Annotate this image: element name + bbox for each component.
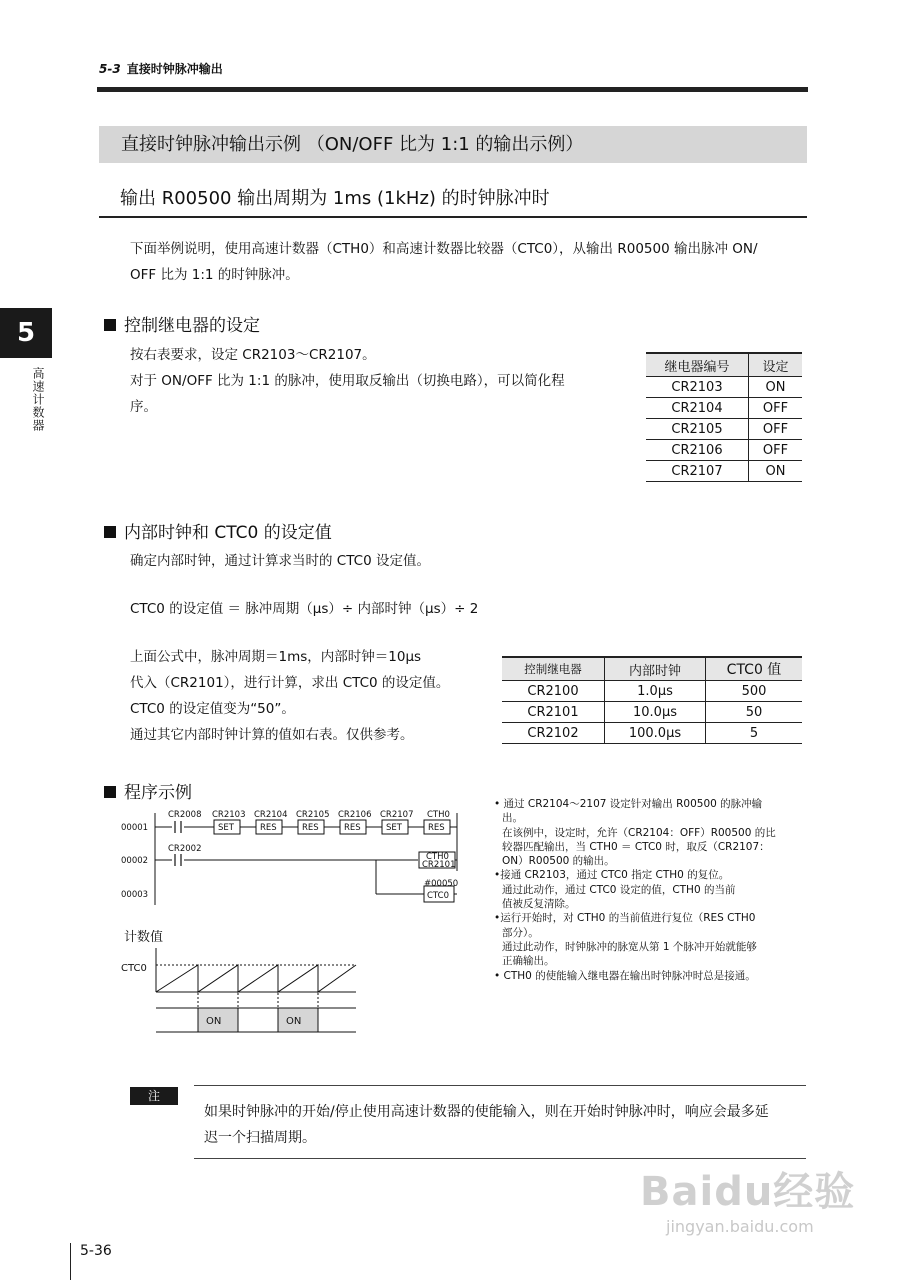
rung-number: 00003: [121, 890, 149, 900]
intro-paragraph: [130, 236, 810, 288]
box-label: CTC0: [427, 891, 449, 901]
watermark-url: jingyan.baidu.com: [666, 1217, 814, 1236]
box-label: CTH0: [426, 852, 449, 862]
level-label: CTC0: [121, 963, 147, 974]
coil-label: CTH0: [427, 810, 450, 820]
table-row: CR2104 OFF: [646, 398, 802, 419]
ladder-diagram: [118, 805, 468, 920]
coil-label: CR2107: [380, 810, 414, 820]
program-notes: • 通过 CR2104～2107 设定针对输出 R00500 的脉冲输 出。 在该例中，设定时，允许（CR2104：OFF）R00500 的比 较器匹配输出，当 CTH0 ＝ CTC0 时，取反（CR2107： ON）R00500 的输出。 •接通 CR2103，通过 CTC0 指定 CTH0 的复位。 通过此动作，通过 CTC0 设定的值，CTH0 的当前 值被反复清除。 •运行开始时，对 CTH0 的当前值进行复位（RES CTH0 部分）。 通过此动作，时钟脉冲的脉宽从第 1 个脉冲开始就能够 正确输出。 • CTH0 的使能输入继电器在输出时钟脉冲时总是接通。: [494, 798, 776, 982]
table-header-row: 控制继电器 内部时钟 CTC0 值: [502, 657, 802, 681]
contact-label: CR2008: [168, 810, 202, 820]
op-label: RES: [302, 823, 319, 833]
section-number: 5-3: [99, 62, 121, 76]
section-header: [99, 60, 223, 77]
relay-settings-table: [646, 352, 802, 482]
chapter-tab[interactable]: 5: [0, 308, 52, 358]
section2-heading: 内部时钟和 CTC0 的设定值: [104, 518, 332, 543]
timing-ylabel: 计数值: [124, 930, 164, 945]
ctc0-values-table: [502, 656, 802, 744]
table-row: CR2103 ON: [646, 377, 802, 398]
section-header-title: 直接时钟脉冲输出: [126, 62, 223, 76]
coil-label: CR2104: [254, 810, 288, 820]
intro-line-2: OFF 比为 1:1 的时钟脉冲。: [130, 267, 299, 283]
coil-label: CR2103: [212, 810, 246, 820]
note-rule: [194, 1158, 806, 1159]
table-row: CR2107 ON: [646, 461, 802, 482]
rung-number: 00001: [121, 823, 149, 833]
page-number: 5-36: [80, 1243, 112, 1259]
section1-heading: 控制继电器的设定: [104, 311, 260, 336]
contact-label: CR2002: [168, 844, 202, 854]
op-label: RES: [428, 823, 445, 833]
op-label: SET: [386, 823, 402, 833]
intro-line-1: 下面举例说明，使用高速计数器（CTH0）和高速计数器比较器（CTC0），从输出 R00500 输出脉冲 ON/: [130, 241, 758, 257]
section1-text: 按右表要求，设定 CR2103～CR2107。 对于 ON/OFF 比为 1:1 的脉冲，使用取反输出（切换电路），可以简化程 序。: [130, 347, 565, 415]
rung-number: 00002: [121, 856, 149, 866]
table-row: CR2100 1.0μs 500: [502, 681, 802, 702]
header-rule: [97, 87, 808, 92]
op-label: RES: [260, 823, 277, 833]
table-row: CR2101 10.0μs 50: [502, 702, 802, 723]
note-text: 如果时钟脉冲的开始/停止使用高速计数器的使能输入，则在开始时钟脉冲时，响应会最多延 迟一个扫描周期。: [204, 1104, 769, 1146]
section3-heading: 程序示例: [104, 778, 192, 803]
constant-label: #00050: [424, 879, 459, 889]
section2-text: 上面公式中，脉冲周期＝1ms，内部时钟＝10μs 代入（CR2101），进行计算，求出 CTC0 的设定值。 CTC0 的设定值变为“50”。 通过其它内部时钟计算的值如右表。仅供参考。: [130, 649, 450, 743]
note-rule: [194, 1085, 806, 1086]
square-bullet-icon: [104, 786, 116, 798]
coil-label: CR2105: [296, 810, 330, 820]
op-label: RES: [344, 823, 361, 833]
watermark: [640, 1160, 855, 1236]
table-header-row: 继电器编号 设定: [646, 353, 802, 377]
section2-intro: 确定内部时钟，通过计算求当时的 CTC0 设定值。: [130, 553, 430, 569]
subtitle-rule: [99, 216, 807, 218]
formula: CTC0 的设定值 ＝ 脉冲周期（μs）÷ 内部时钟（μs）÷ 2: [130, 601, 479, 617]
watermark-brand: Baidu经验: [640, 1169, 856, 1215]
on-label: ON: [286, 1016, 302, 1027]
timing-chart: [118, 944, 363, 1036]
page-subtitle: 输出 R00500 输出周期为 1ms (1kHz) 的时钟脉冲时: [120, 188, 550, 209]
table-row: CR2102 100.0μs 5: [502, 723, 802, 744]
table-row: CR2106 OFF: [646, 440, 802, 461]
box-label: CR2101: [422, 860, 456, 870]
note-label: 注: [130, 1087, 178, 1105]
page-footer-rule: [70, 1243, 71, 1280]
square-bullet-icon: [104, 526, 116, 538]
square-bullet-icon: [104, 319, 116, 331]
coil-label: CR2106: [338, 810, 372, 820]
on-label: ON: [206, 1016, 222, 1027]
table-row: CR2105 OFF: [646, 419, 802, 440]
page-title: 直接时钟脉冲输出示例 （ON/OFF 比为 1:1 的输出示例）: [99, 126, 807, 163]
op-label: SET: [218, 823, 234, 833]
chapter-label: 高速计数器: [31, 367, 45, 432]
